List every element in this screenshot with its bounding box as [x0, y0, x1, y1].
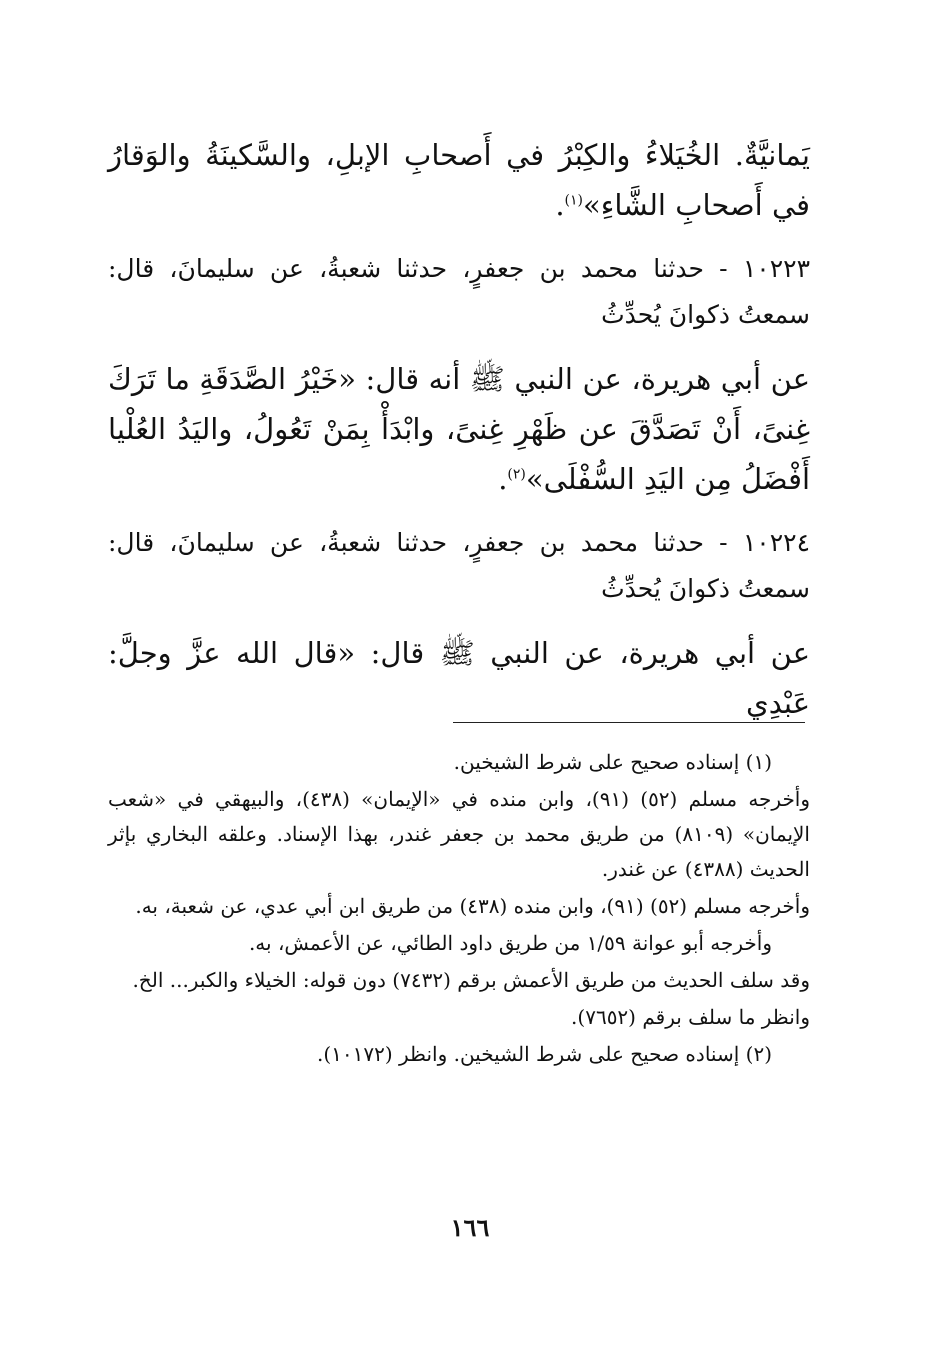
footnote-1-sources-2: وأخرجه مسلم (٥٢) (٩١)، وابن منده (٤٣٨) من طريق ابن أبي عدي، عن شعبة، به.	[135, 894, 810, 918]
paragraph-1-text: يَمانيَّةٌ. الخُيَلاءُ والكِبْرُ في أَصحابِ الإبلِ، والسَّكينَةُ والوَقارُ في أَصحابِ الشَّاءِ»	[108, 138, 810, 222]
paragraph-hadith-10224: عن أبي هريرة، عن النبي ﷺ قال: «قال الله عزَّ وجلَّ: عَبْدِي	[108, 636, 810, 720]
footnote-1-sources: وأخرجه مسلم (٥٢) (٩١)، وابن منده في «الإيمان» (٤٣٨)، والبيهقي في «شعب الإيمان» (٨١٠٩) من طريق محمد بن جعفر غندر، بهذا الإسناد. وعلقه البخاري بإثر الحديث (٤٣٨٨) عن غندر.	[108, 787, 811, 881]
footnote-2: (٢) إسناده صحيح على شرط الشيخين. وانظر (١٠١٧٢).	[316, 1042, 772, 1066]
paragraph-3-end: .	[498, 462, 508, 496]
paragraph-3-text: عن أبي هريرة، عن النبي ﷺ أنه قال: «خَيْرُ الصَّدَقَةِ ما تَرَكَ غِنىً، أَنْ تَصَدَّقَ عن ظَهْرِ غِنىً، وابْدَأْ بِمَنْ تَعُولُ، واليَدُ العُلْيا أَفْضَلُ مِن اليَدِ السُّفْلَى»	[108, 362, 810, 496]
footnote-1: (١) إسناده صحيح على شرط الشيخين.	[453, 750, 772, 774]
hadith-chain-10224: ١٠٢٢٤ - حدثنا محمد بن جعفرٍ، حدثنا شعبةُ، عن سليمانَ، قال: سمعتُ ذكوانَ يُحدِّثُ	[108, 528, 810, 603]
footnote-ref-2: (٢)	[507, 466, 526, 483]
paragraph-1-end: .	[555, 188, 565, 222]
footnote-1-sources-4: وقد سلف الحديث من طريق الأعمش برقم (٧٤٣٢) دون قوله: الخيلاء والكبر... الخ.	[132, 968, 810, 992]
footnote-ref-1: (١)	[564, 192, 583, 209]
paragraph-1	[108, 130, 810, 230]
footnote-1-sources-3: وأخرجه أبو عوانة ١/٥٩ من طريق داود الطائي، عن الأعمش، به.	[248, 931, 772, 955]
paragraph-hadith-10223	[108, 354, 810, 504]
main-text	[108, 130, 810, 744]
page-number: ١٦٦	[450, 1213, 490, 1242]
footnotes	[108, 745, 810, 1074]
hadith-chain-10223: ١٠٢٢٣ - حدثنا محمد بن جعفرٍ، حدثنا شعبةُ، عن سليمانَ، قال: سمعتُ ذكوانَ يُحدِّثُ	[108, 254, 810, 329]
footnote-separator	[453, 722, 805, 723]
footnote-1-see-also: وانظر ما سلف برقم (٧٦٥٢).	[571, 1005, 810, 1029]
